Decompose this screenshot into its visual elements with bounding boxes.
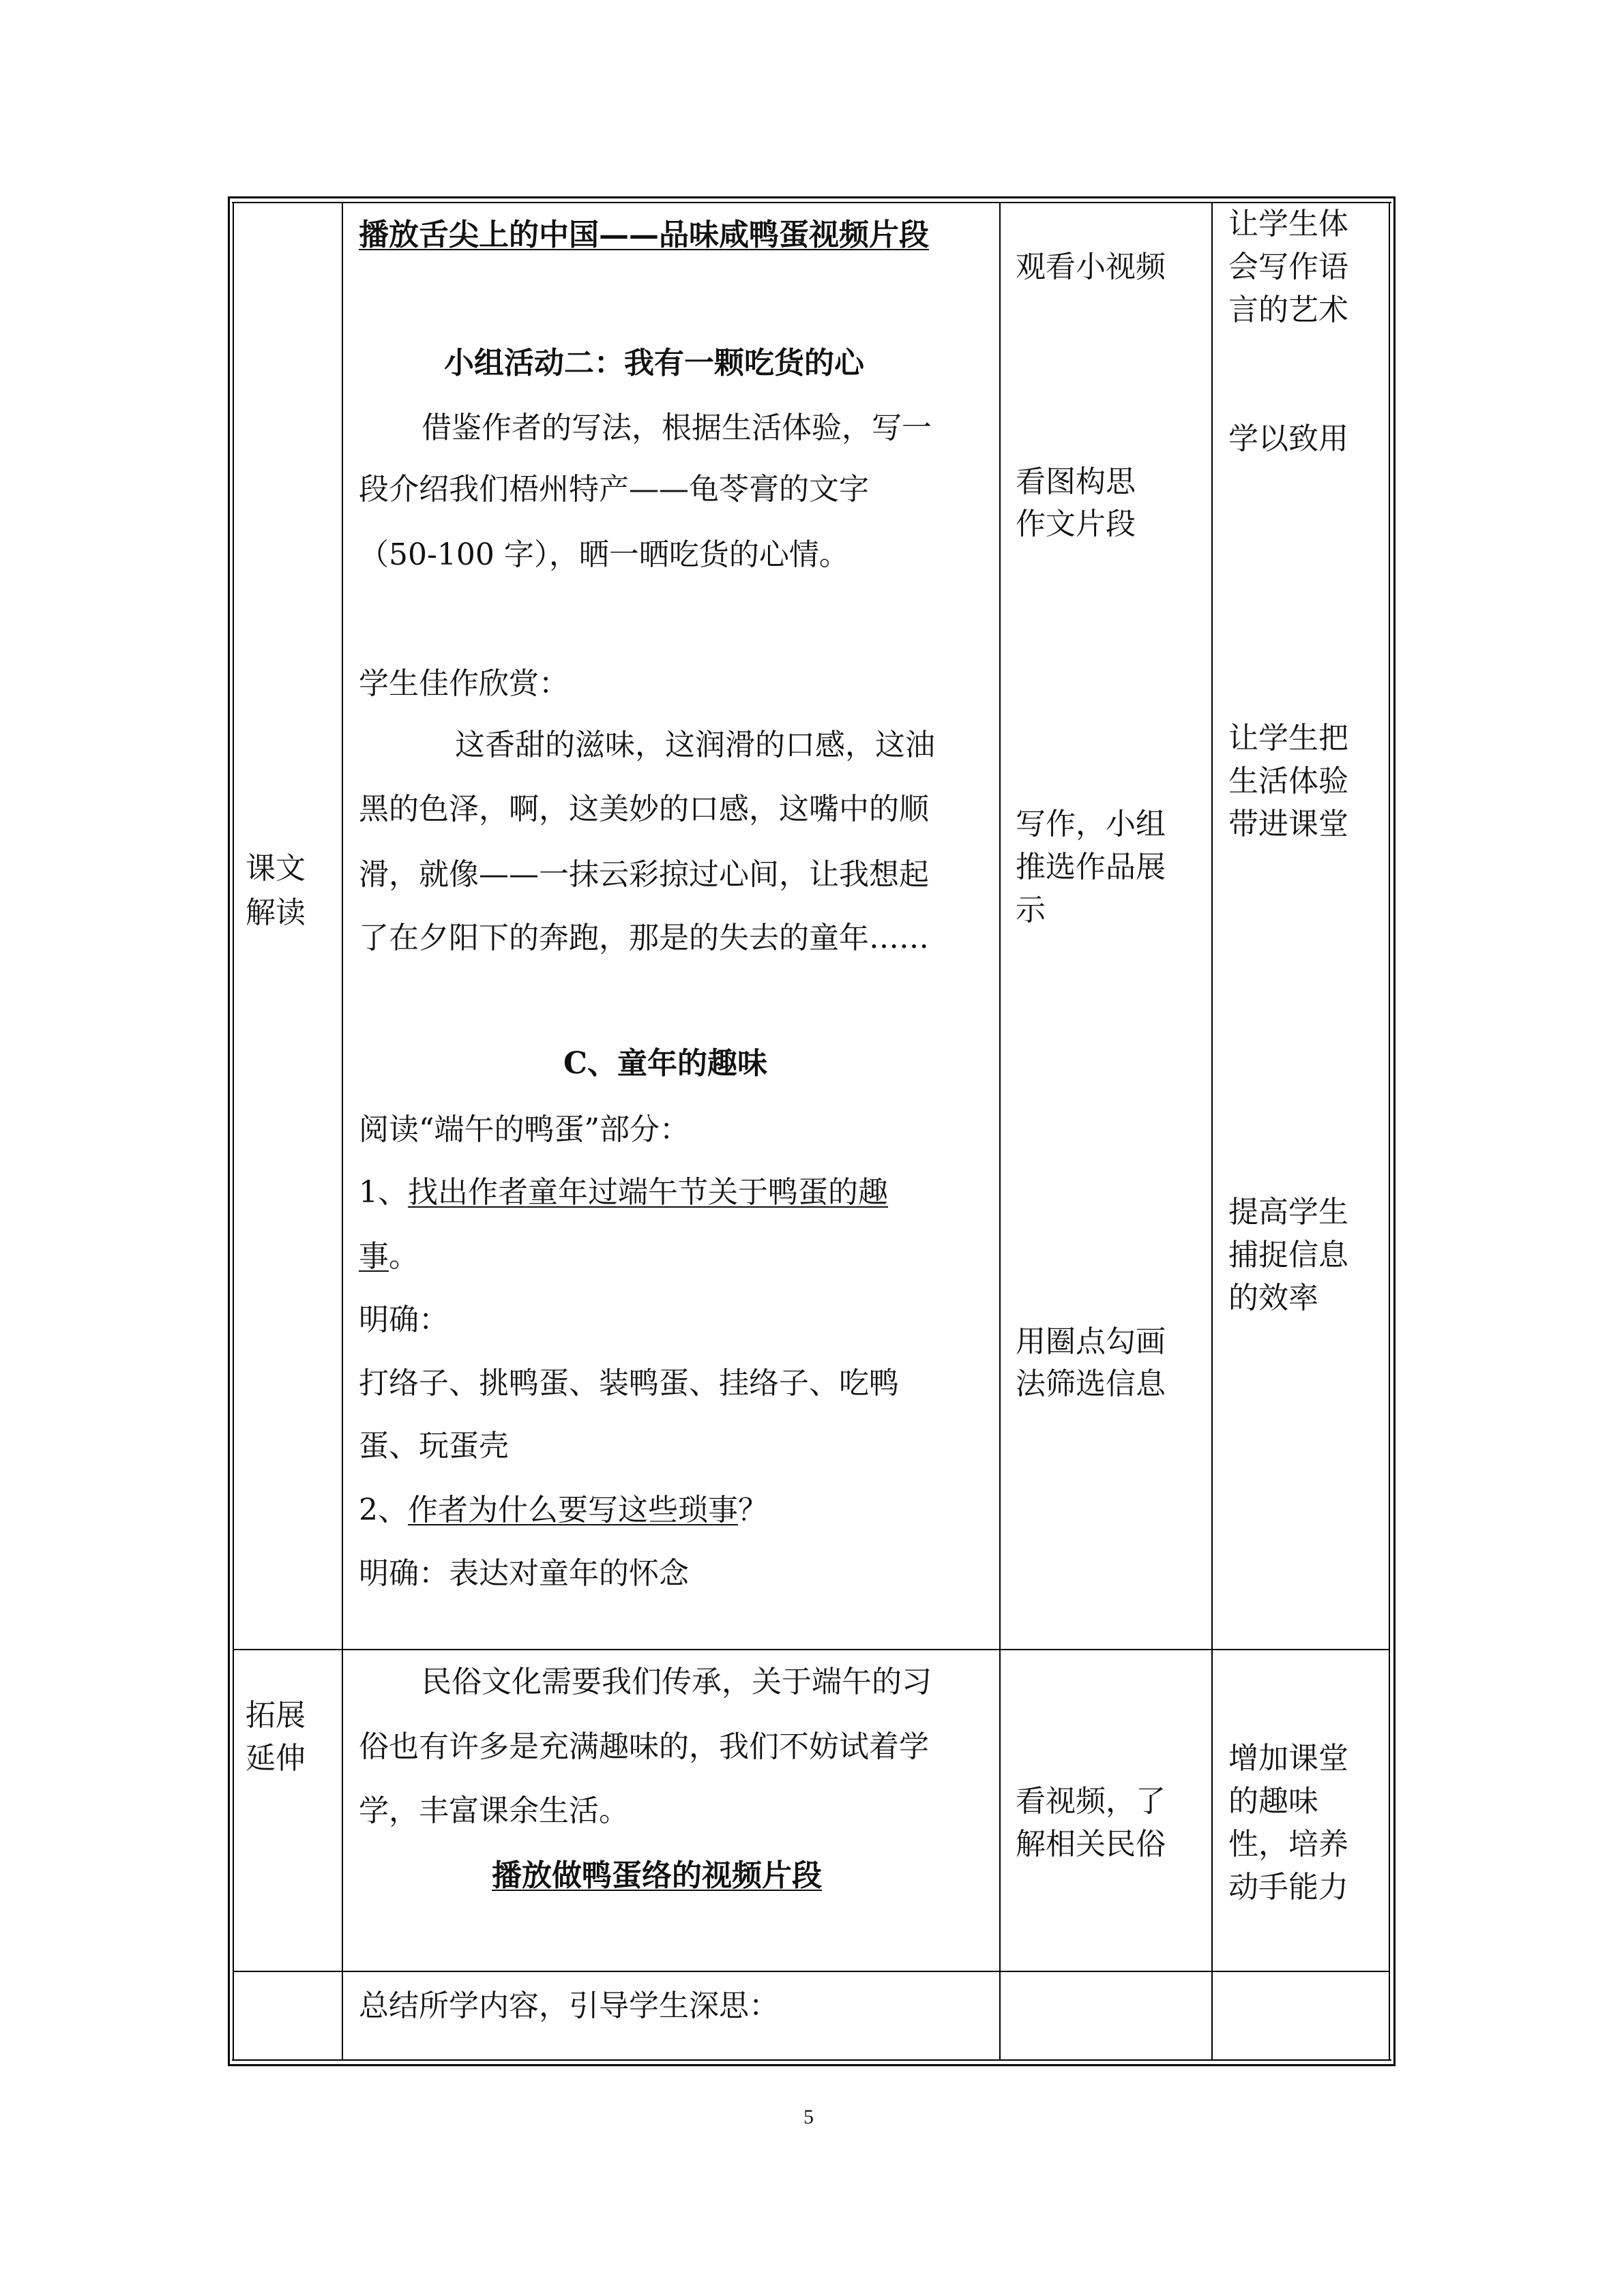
question-text: 找出作者童年过端午节关于鸭蛋的趣 — [408, 1175, 888, 1210]
content-line: （50-100 字），晒一晒吃货的心情。 — [359, 537, 849, 572]
content-line: 阅读“端午的鸭蛋”部分： — [359, 1112, 690, 1147]
question-number: 1、 — [359, 1175, 408, 1210]
student-activity: 解相关民俗 — [1016, 1827, 1166, 1862]
row-label-reading-line1: 课文 — [246, 851, 306, 886]
content-line: 蛋、玩蛋壳 — [359, 1429, 509, 1463]
student-activity: 作文片段 — [1016, 507, 1136, 541]
design-intent: 会写作语 — [1228, 250, 1348, 284]
row-label-extend-line1: 拓展 — [246, 1698, 306, 1733]
content-line: 总结所学内容，引导学生深思： — [359, 1988, 779, 2023]
design-intent: 的效率 — [1228, 1281, 1318, 1315]
content-line: 滑，就像——一抹云彩掠过心间，让我想起 — [359, 857, 929, 892]
video-clip-title: 播放做鸭蛋络的视频片段 — [492, 1858, 822, 1893]
design-intent: 动手能力 — [1228, 1870, 1348, 1905]
row-divider-2 — [233, 1971, 1390, 1972]
row-label-reading-line2: 解读 — [246, 895, 306, 930]
content-line: 明确： — [359, 1302, 449, 1337]
table-border-right — [1393, 196, 1396, 2066]
content-line: 这香甜的滋味，这润滑的口感，这油 — [455, 728, 935, 762]
content-line: 段介绍我们梧州特产——龟苓膏的文字 — [359, 472, 869, 507]
question-number: 2、 — [359, 1493, 408, 1527]
content-line: 明确：表达对童年的怀念 — [359, 1556, 689, 1591]
design-intent: 的趣味 — [1228, 1784, 1318, 1819]
content-line: 学，丰富课余生活。 — [359, 1793, 629, 1828]
column-divider-3 — [1211, 202, 1213, 2061]
student-activity: 观看小视频 — [1016, 250, 1166, 284]
table-border-bottom-inner — [232, 2059, 1391, 2061]
content-line — [359, 1173, 888, 1212]
design-intent: 带进课堂 — [1228, 807, 1348, 841]
design-intent: 性，培养 — [1228, 1827, 1348, 1862]
content-line: 打络子、挑鸭蛋、装鸭蛋、挂络子、吃鸭 — [359, 1366, 899, 1401]
content-line: 俗也有许多是充满趣味的，我们不妨试着学 — [359, 1729, 929, 1764]
column-divider-2 — [999, 202, 1001, 2061]
table-border-top-inner — [232, 202, 1391, 203]
column-divider-1 — [342, 202, 343, 2061]
student-activity: 示 — [1016, 893, 1046, 927]
design-intent: 让学生体 — [1228, 207, 1348, 241]
design-intent: 言的艺术 — [1228, 293, 1348, 327]
page-number: 5 — [803, 2106, 814, 2128]
question-text: 事 — [359, 1239, 389, 1274]
student-activity: 推选作品展 — [1016, 850, 1166, 884]
content-line: 2、作者为什么要写这些琐事？ — [359, 1493, 768, 1527]
row-divider-1 — [233, 1649, 1390, 1650]
table-border-top — [228, 196, 1396, 198]
design-intent: 学以致用 — [1228, 421, 1348, 456]
student-activity: 看视频，了 — [1016, 1784, 1166, 1819]
design-intent: 让学生把 — [1228, 721, 1348, 756]
group-activity-heading: 小组活动二：我有一颗吃货的心 — [444, 346, 864, 381]
table-border-left — [228, 196, 230, 2066]
student-activity: 法筛选信息 — [1016, 1367, 1166, 1401]
table-border-right-inner — [1389, 202, 1390, 2061]
content-line: 事。 — [359, 1239, 419, 1274]
content-line: 学生佳作欣赏： — [359, 666, 569, 701]
content-line: 民俗文化需要我们传承，关于端午的习 — [422, 1665, 932, 1699]
table-border-left-inner — [233, 202, 234, 2061]
student-activity: 看图构思 — [1016, 464, 1136, 499]
design-intent: 提高学生 — [1228, 1195, 1348, 1229]
video-clip-title: 播放舌尖上的中国——品味咸鸭蛋视频片段 — [359, 218, 929, 252]
student-activity: 写作，小组 — [1016, 807, 1166, 841]
design-intent: 增加课堂 — [1228, 1741, 1348, 1776]
row-label-extend-line2: 延伸 — [246, 1741, 306, 1776]
section-heading-c: C、童年的趣味 — [563, 1046, 768, 1081]
design-intent: 生活体验 — [1228, 764, 1348, 799]
student-activity: 用圈点勾画 — [1016, 1324, 1166, 1359]
content-line: 了在夕阳下的奔跑，那是的失去的童年…… — [359, 921, 929, 955]
question-text: 作者为什么要写这些琐事 — [408, 1493, 738, 1527]
content-line: 借鉴作者的写法，根据生活体验，写一 — [422, 411, 932, 445]
design-intent: 捕捉信息 — [1228, 1238, 1348, 1272]
content-line: 黑的色泽，啊，这美妙的口感，这嘴中的顺 — [359, 792, 929, 826]
table-border-bottom — [228, 2064, 1396, 2066]
